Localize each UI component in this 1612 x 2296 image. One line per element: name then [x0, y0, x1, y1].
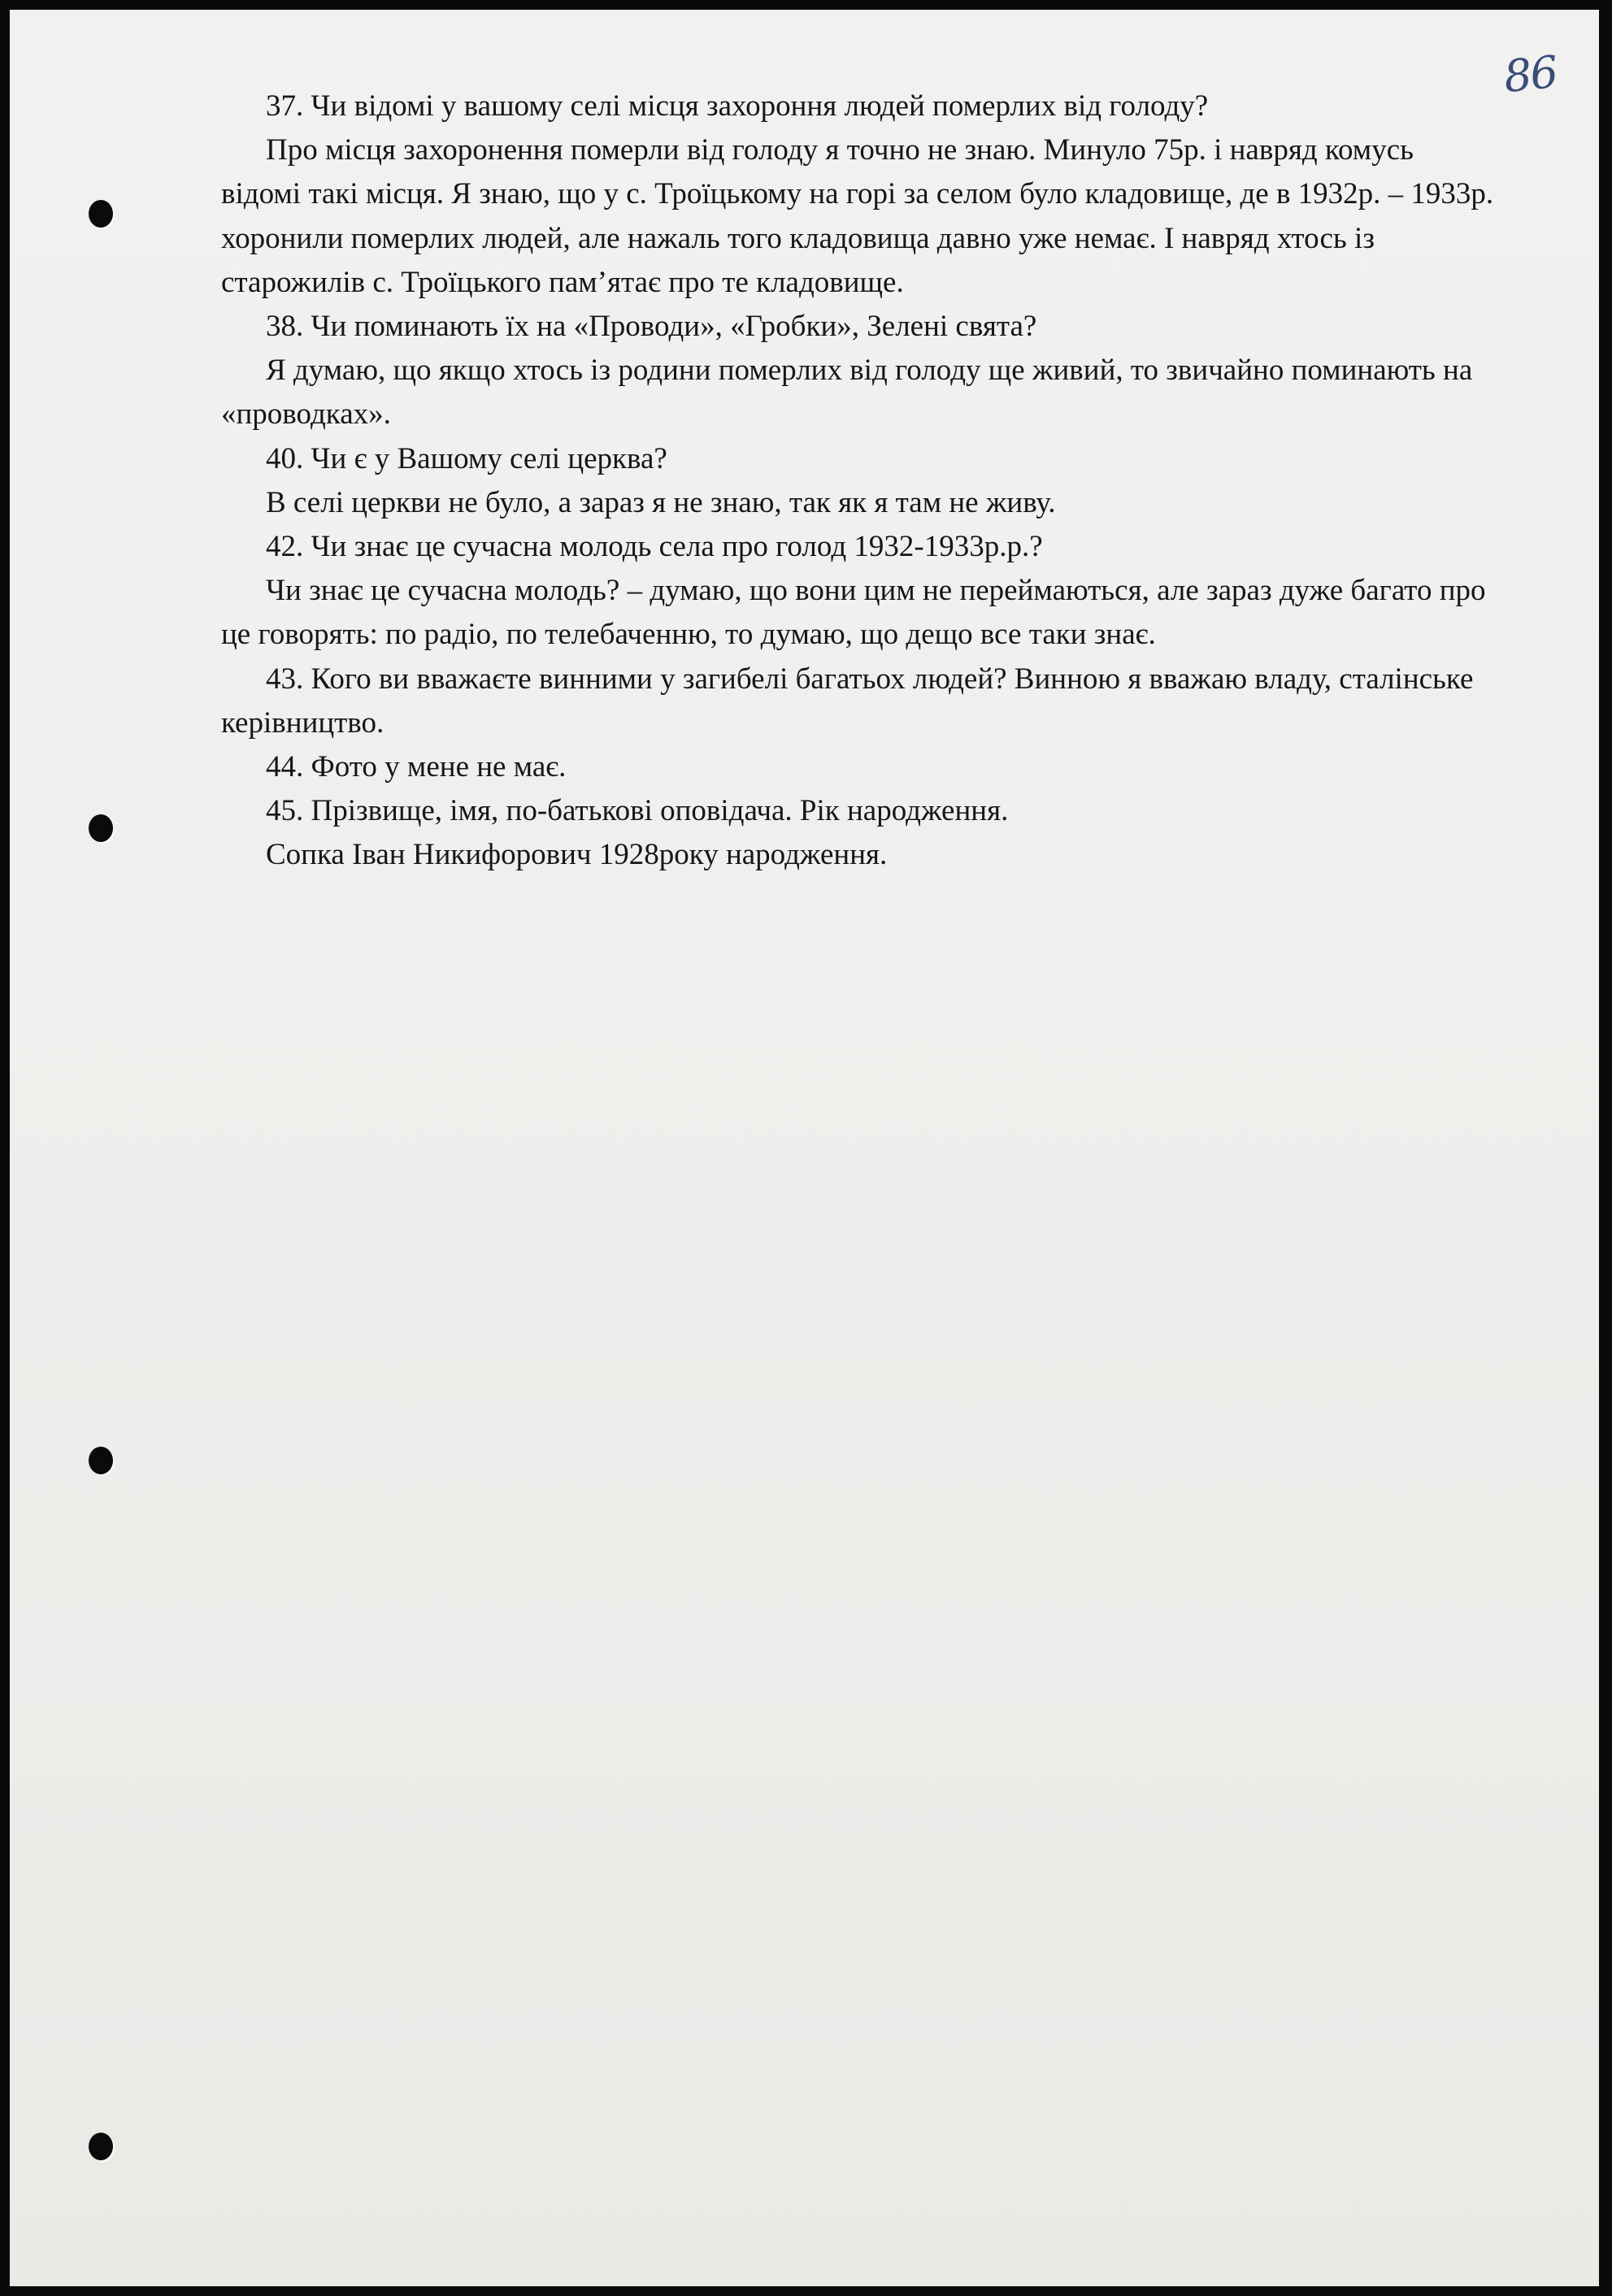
question-37: 37. Чи відомі у вашому селі місця захороння людей померлих від голоду?: [266, 89, 1209, 123]
punch-hole: [89, 200, 113, 228]
answer-38: Я думаю, що якщо хтось із родини померлих від голоду ще живий, то звичайно поминають на «проводках».: [221, 354, 1473, 432]
question-38: 38. Чи поминають їх на «Проводи», «Гробки», Зелені свята?: [266, 310, 1037, 344]
punch-hole: [89, 814, 113, 842]
paper-sheet: [10, 10, 1599, 2286]
answer-45: Сопка Іван Никифорович 1928року народження.: [266, 838, 888, 872]
answer-42: Чи знає це сучасна молодь? – думаю, що вони цим не переймаються, але зараз дуже багато про це говорять: по радіо, по телебаченню, то думаю, що дещо все таки знає.: [221, 574, 1486, 652]
punch-hole: [89, 1447, 113, 1474]
document-body: [221, 85, 1497, 878]
question-40: 40. Чи є у Вашому селі церква?: [266, 441, 667, 475]
answer-37: Про місця захоронення померли від голоду я точно не знаю. Минуло 75р. і навряд комусь відомі такі місця. Я знаю, що у с. Троїцькому на горі за селом було кладовище, де в 1932р. – 1933р. хоронили померлих людей, але нажаль того кладовища давно уже немає. І навряд хтось із старожилів с. Троїцького пам’ятає про те кладовище.: [221, 133, 1494, 299]
answer-40: В селі церкви не було, а зараз я не знаю, так як я там не живу.: [266, 485, 1056, 519]
punch-hole: [89, 2133, 113, 2160]
question-42: 42. Чи знає це сучасна молодь села про голод 1932-1933р.р.?: [266, 530, 1043, 564]
page-number-handwritten: 86: [1501, 46, 1559, 103]
question-44: 44. Фото у мене не має.: [266, 750, 567, 784]
question-45: 45. Прізвище, імя, по-батькові оповідача. Рік народження.: [266, 794, 1009, 828]
question-43-and-answer: 43. Кого ви вважаєте винними у загибелі багатьох людей? Винною я вважаю владу, сталінське керівництво.: [221, 662, 1474, 740]
